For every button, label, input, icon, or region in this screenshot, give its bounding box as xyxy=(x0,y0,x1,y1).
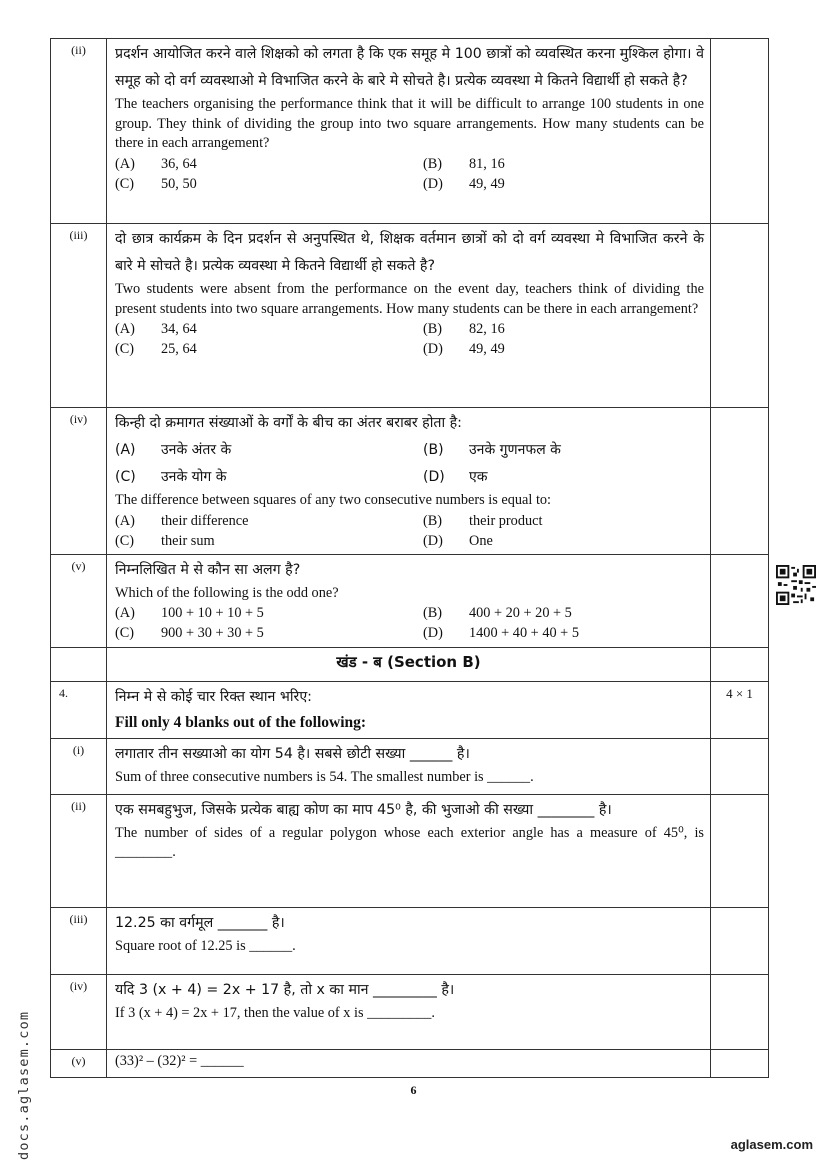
question-number: 4. xyxy=(51,681,107,738)
question-text-hindi: निम्नलिखित मे से कौन सा अलग है? xyxy=(115,561,301,578)
options-grid xyxy=(115,319,704,359)
marks-value: 4 × 1 xyxy=(711,681,769,738)
question-number: (iv) xyxy=(51,408,107,555)
question-number: (iv) xyxy=(51,974,107,1049)
question-text-english: The teachers organising the performance think that it will be difficult to arrange 100 students in one group. They think of dividing the group into two square arrangements. How many students can be there in each arrangement? xyxy=(115,96,704,151)
question-number: (iii) xyxy=(51,907,107,974)
question-row-4-iii xyxy=(51,907,769,974)
brand-watermark[interactable]: aglasem.com xyxy=(730,1137,813,1152)
question-text-english: Which of the following is the odd one? xyxy=(115,584,339,601)
question-number: (v) xyxy=(51,1049,107,1077)
marks-cell xyxy=(711,794,769,907)
question-table xyxy=(50,38,769,1078)
option-c: (C) their sum xyxy=(115,532,215,549)
question-text-english: (33)² – (32)² = ______ xyxy=(115,1052,244,1069)
side-url-watermark[interactable]: docs.aglasem.com xyxy=(16,1010,32,1160)
section-b-heading: खंड - ब (Section B) xyxy=(107,647,711,681)
option-d-hindi: (D) एक xyxy=(423,469,488,485)
marks-cell xyxy=(711,738,769,794)
page-number: 6 xyxy=(410,1083,417,1097)
question-row-4-iv xyxy=(51,974,769,1049)
marks-cell xyxy=(711,554,769,647)
question-row-4-i xyxy=(51,738,769,794)
question-number: (v) xyxy=(51,554,107,647)
question-number: (i) xyxy=(51,738,107,794)
options-grid xyxy=(115,511,704,551)
question-text-english: The number of sides of a regular polygon whose each exterior angle has a measure of 45⁰, is ________. xyxy=(115,824,704,860)
option-b-hindi: (B) उनके गुणनफल के xyxy=(423,442,561,458)
option-c: (C) 50, 50 xyxy=(115,175,197,192)
option-d: (D) 1400 + 40 + 40 + 5 xyxy=(423,625,579,641)
section-heading-row xyxy=(51,647,769,681)
question-text-english: The difference between squares of any two consecutive numbers is equal to: xyxy=(115,492,552,508)
question-row-3-iv xyxy=(51,408,769,555)
question-row-4-v xyxy=(51,1049,769,1077)
qr-code-icon xyxy=(776,565,816,605)
option-b: (B) 82, 16 xyxy=(423,321,505,337)
option-b: (B) 400 + 20 + 20 + 5 xyxy=(423,605,572,621)
marks-cell xyxy=(711,974,769,1049)
options-grid xyxy=(115,154,704,194)
marks-cell xyxy=(711,907,769,974)
question-text-hindi: किन्ही दो क्रमागत संख्याओं के वर्गों के बीच का अंतर बराबर होता है: xyxy=(115,415,462,431)
options-grid xyxy=(115,603,704,643)
option-b: (B) their product xyxy=(423,512,543,529)
option-c-hindi: (C) उनके योग के xyxy=(115,469,227,485)
question-row-4-ii xyxy=(51,794,769,907)
question-text-hindi: दो छात्र कार्यक्रम के दिन प्रदर्शन से अनुपस्थित थे, शिक्षक वर्तमान छात्रों को दो वर्ग व्यवस्था मे विभाजित करने के बारे मे सोचते है। प्रत्येक व्यवस्था मे कितने विद्यार्थी हो सकते है? xyxy=(115,231,704,274)
question-text-hindi: लगातार तीन सख्याओ का योग 54 है। सबसे छोटी सख्या ______ है। xyxy=(115,745,470,762)
question-text-english: Fill only 4 blanks out of the following: xyxy=(115,713,367,731)
option-a: (A) 100 + 10 + 10 + 5 xyxy=(115,605,264,621)
question-text-hindi: प्रदर्शन आयोजित करने वाले शिक्षको को लगता है कि एक समूह मे 100 छात्रों को व्यवस्थित करना मुश्किल होगा। वे समूह को दो वर्ग व्यवस्थाओ मे विभाजित करने के बारे मे सोचते है। प्रत्येक व्यवस्था मे कितने विद्यार्थी हो सकते है? xyxy=(115,46,704,89)
option-a: (A) their difference xyxy=(115,512,249,529)
question-text-english: Sum of three consecutive numbers is 54. The smallest number is ______. xyxy=(115,768,534,785)
marks-cell xyxy=(711,1049,769,1077)
question-text-english: If 3 (x + 4) = 2x + 17, then the value of x is _________. xyxy=(115,1004,436,1021)
question-row-4 xyxy=(51,681,769,738)
question-text-english: Square root of 12.25 is ______. xyxy=(115,937,296,954)
option-a-hindi: (A) उनके अंतर के xyxy=(115,442,232,458)
option-a: (A) 34, 64 xyxy=(115,321,197,337)
question-row-3-v xyxy=(51,554,769,647)
question-text-hindi: निम्न मे से कोई चार रिक्त स्थान भरिए: xyxy=(115,688,312,705)
question-row-3-ii xyxy=(51,39,769,224)
option-d: (D) 49, 49 xyxy=(423,175,505,192)
question-text-hindi: 12.25 का वर्गमूल _______ है। xyxy=(115,914,285,931)
question-number: (iii) xyxy=(51,224,107,408)
question-row-3-iii xyxy=(51,224,769,408)
option-d: (D) 49, 49 xyxy=(423,341,505,357)
question-number: (ii) xyxy=(51,39,107,224)
option-b: (B) 81, 16 xyxy=(423,155,505,172)
marks-cell xyxy=(711,39,769,224)
option-d: (D) One xyxy=(423,532,493,549)
question-number: (ii) xyxy=(51,794,107,907)
option-a: (A) 36, 64 xyxy=(115,155,197,172)
hindi-options-grid xyxy=(115,437,704,491)
question-text-hindi: एक समबहुभुज, जिसके प्रत्येक बाह्य कोण का माप 45⁰ है, की भुजाओ की सख्या ________ है। xyxy=(115,801,612,818)
question-text-english: Two students were absent from the performance on the event day, teachers think of dividing the present students into two square arrangements. How many students can be there in each arrangement? xyxy=(115,281,704,317)
question-text-hindi: यदि 3 (x + 4) = 2x + 17 है, तो x का मान _________ है। xyxy=(115,981,455,998)
option-c: (C) 900 + 30 + 30 + 5 xyxy=(115,625,264,641)
option-c: (C) 25, 64 xyxy=(115,341,197,357)
marks-cell xyxy=(711,408,769,555)
marks-cell xyxy=(711,224,769,408)
